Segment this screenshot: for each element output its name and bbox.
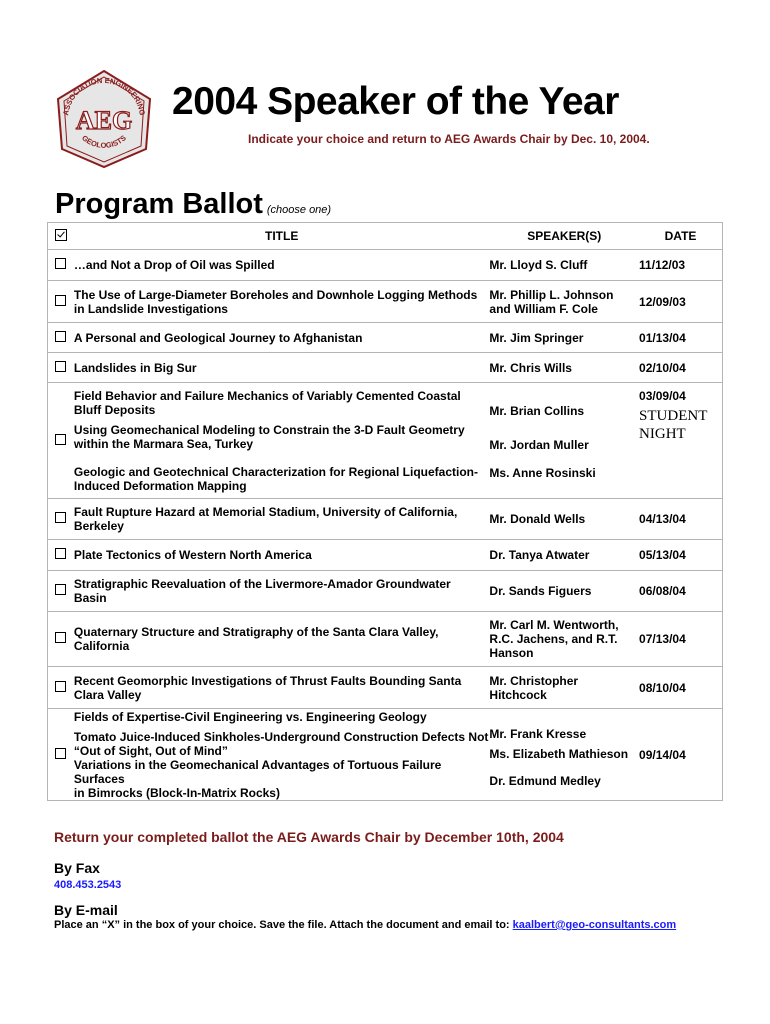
section-note: (choose one) <box>266 204 332 216</box>
checkbox-cell[interactable] <box>48 571 74 612</box>
talk-title-line: Fields of Expertise-Civil Engineering vs. Engineering Geology <box>73 709 427 724</box>
talk-title: …and Not a Drop of Oil was Spilled <box>73 258 275 272</box>
title-cell <box>74 612 489 667</box>
section-heading <box>55 188 331 221</box>
ballot-checkbox[interactable] <box>55 295 66 306</box>
checkbox-cell[interactable] <box>48 383 74 499</box>
ballot-checkbox[interactable] <box>55 361 66 372</box>
talk-date: 11/12/03 <box>639 258 686 272</box>
talk-title: Plate Tectonics of Western North America <box>73 548 312 562</box>
email-heading: By E-mail <box>54 902 118 918</box>
ballot-checkbox[interactable] <box>55 681 66 692</box>
talk-title: A Personal and Geological Journey to Afghanistan <box>73 330 363 345</box>
speaker-name: Mr. Brian Collins <box>489 403 585 418</box>
ballot-checkbox[interactable] <box>55 548 66 559</box>
date-cell <box>639 281 722 323</box>
table-row <box>48 571 723 612</box>
date-cell <box>639 667 722 709</box>
speaker-cell <box>489 383 639 499</box>
talk-date: 06/08/04 <box>639 584 686 598</box>
table-row <box>48 383 723 499</box>
ballot-checkbox[interactable] <box>55 434 66 445</box>
talk-date: 04/13/04 <box>639 512 686 526</box>
date-cell <box>639 540 722 571</box>
speaker-name: Mr. Chris Wills <box>489 360 572 375</box>
title-cell <box>74 281 489 323</box>
table-row <box>48 540 723 571</box>
speaker-name: Mr. Donald Wells <box>489 512 586 526</box>
table-row <box>48 281 723 323</box>
table-row <box>48 709 723 801</box>
ballot-table <box>47 222 723 801</box>
title-cell <box>74 323 489 353</box>
table-row <box>48 499 723 540</box>
aeg-logo <box>54 69 154 169</box>
talk-title-line: Field Behavior and Failure Mechanics of Variably Cemented Coastal <box>73 388 461 403</box>
speaker-name: R.C. Jachens, and R.T. <box>489 632 618 646</box>
email-instructions-text: Place an “X” in the box of your choice. Save the file. Attach the document and email to: <box>54 919 513 931</box>
checkbox-cell[interactable] <box>48 540 74 571</box>
talk-date: 03/09/04 <box>639 389 686 403</box>
page-subtitle: Indicate your choice and return to AEG Awards Chair by Dec. 10, 2004. <box>248 132 650 146</box>
date-cell <box>639 353 722 383</box>
talk-title-line: Berkeley <box>73 519 124 533</box>
speaker-name: and William F. Cole <box>489 301 598 316</box>
header-speakers: SPEAKER(S) <box>489 223 639 250</box>
title-cell <box>74 709 489 801</box>
title-cell <box>74 499 489 540</box>
date-cell <box>639 571 722 612</box>
speaker-name: Dr. Sands Figuers <box>489 584 592 598</box>
speaker-cell <box>489 281 639 323</box>
speaker-cell <box>489 353 639 383</box>
page-title: 2004 Speaker of the Year <box>172 80 619 123</box>
speaker-cell <box>489 571 639 612</box>
talk-title-line: in Landslide Investigations <box>73 301 228 316</box>
checked-box-icon <box>55 229 67 241</box>
date-cell <box>639 499 722 540</box>
title-cell <box>74 353 489 383</box>
speaker-name: Ms. Anne Rosinski <box>489 465 596 480</box>
checkbox-cell[interactable] <box>48 667 74 709</box>
ballot-checkbox[interactable] <box>55 748 66 759</box>
speaker-name: Mr. Frank Kresse <box>489 727 587 741</box>
talk-title-line: Bluff Deposits <box>73 402 156 417</box>
checkbox-cell[interactable] <box>48 353 74 383</box>
checkbox-cell[interactable] <box>48 709 74 801</box>
return-instructions: Return your completed ballot the AEG Awards Chair by December 10th, 2004 <box>54 829 564 845</box>
title-cell <box>74 667 489 709</box>
date-cell <box>639 383 722 499</box>
date-cell <box>639 323 722 353</box>
title-cell <box>74 383 489 499</box>
speaker-name: Dr. Tanya Atwater <box>489 548 590 562</box>
speaker-cell <box>489 612 639 667</box>
talk-title-line: Using Geomechanical Modeling to Constrain the 3-D Fault Geometry <box>73 422 465 437</box>
speaker-name: Mr. Lloyd S. Cluff <box>489 258 588 272</box>
checkbox-cell[interactable] <box>48 281 74 323</box>
student-night-label <box>639 407 722 443</box>
talk-title-line: in Bimrocks (Block-In-Matrix Rocks) <box>73 785 280 800</box>
talk-date: 02/10/04 <box>639 360 686 375</box>
speaker-name: Mr. Carl M. Wentworth, <box>489 618 619 632</box>
talk-title-line: Basin <box>73 591 107 605</box>
speaker-cell <box>489 499 639 540</box>
email-link[interactable]: kaalbert@geo-consultants.com <box>512 919 677 931</box>
fax-number: 408.453.2543 <box>54 879 122 891</box>
header-check-cell <box>48 223 74 250</box>
speaker-name: Mr. Phillip L. Johnson <box>489 287 614 302</box>
talk-title-line: Tomato Juice-Induced Sinkholes-Underground Construction Defects Not <box>73 729 489 744</box>
talk-title-line: Induced Deformation Mapping <box>73 478 247 493</box>
speaker-name: Mr. Jim Springer <box>489 330 584 345</box>
table-header-row <box>48 223 723 250</box>
speaker-cell <box>489 323 639 353</box>
talk-title-line: Geologic and Geotechnical Characterization for Regional Liquefaction- <box>73 464 478 479</box>
talk-title: Landslides in Big Sur <box>73 360 197 375</box>
talk-title-line: California <box>73 639 130 653</box>
logo-ring-top: ASSOCIATION ENGINEERING <box>61 75 147 117</box>
logo-ring-bottom: GEOLOGISTS <box>80 133 128 150</box>
title-cell <box>74 250 489 281</box>
speaker-name: Hitchcock <box>489 687 547 702</box>
speaker-cell <box>489 250 639 281</box>
table-row <box>48 353 723 383</box>
ballot-checkbox[interactable] <box>55 331 66 342</box>
email-instructions <box>54 919 676 931</box>
checkbox-cell[interactable] <box>48 612 74 667</box>
talk-title-line: Stratigraphic Reevaluation of the Livermore-Amador Groundwater <box>73 577 451 591</box>
talk-title-line: Variations in the Geomechanical Advantages of Tortuous Failure Surfaces <box>73 757 442 786</box>
date-cell <box>639 250 722 281</box>
speaker-name: Mr. Christopher <box>489 673 579 688</box>
talk-title-line: The Use of Large-Diameter Boreholes and Downhole Logging Methods <box>73 287 478 302</box>
speaker-cell <box>489 667 639 709</box>
checkbox-cell[interactable] <box>48 323 74 353</box>
ballot-checkbox[interactable] <box>55 512 66 523</box>
logo-monogram: AEG <box>75 106 133 135</box>
talk-date: 01/13/04 <box>639 330 686 345</box>
student-night-line: NIGHT <box>639 426 686 442</box>
checkbox-cell[interactable] <box>48 250 74 281</box>
speaker-name: Mr. Jordan Muller <box>489 437 589 452</box>
talk-title-line: Recent Geomorphic Investigations of Thrust Faults Bounding Santa <box>73 673 462 688</box>
section-title: Program Ballot <box>55 188 263 220</box>
table-row <box>48 250 723 281</box>
ballot-checkbox[interactable] <box>55 258 66 269</box>
talk-date: 09/14/04 <box>639 747 686 762</box>
speaker-name: Dr. Edmund Medley <box>489 774 601 788</box>
talk-title-line: within the Marmara Sea, Turkey <box>73 436 254 451</box>
talk-date: 08/10/04 <box>639 680 686 695</box>
table-row <box>48 612 723 667</box>
fax-heading: By Fax <box>54 860 100 876</box>
ballot-checkbox[interactable] <box>55 632 66 643</box>
table-row <box>48 667 723 709</box>
checkbox-cell[interactable] <box>48 499 74 540</box>
speaker-cell <box>489 709 639 801</box>
talk-title-line: Clara Valley <box>73 687 142 702</box>
speaker-name: Hanson <box>489 646 534 660</box>
ballot-checkbox[interactable] <box>55 584 66 595</box>
talk-title-line: Quaternary Structure and Stratigraphy of the Santa Clara Valley, <box>73 625 439 639</box>
title-cell <box>74 540 489 571</box>
talk-title-line: “Out of Sight, Out of Mind” <box>73 743 228 758</box>
date-cell <box>639 612 722 667</box>
talk-date: 05/13/04 <box>639 548 686 562</box>
talk-title-line: Fault Rupture Hazard at Memorial Stadium, University of California, <box>73 505 458 519</box>
speaker-name: Ms. Elizabeth Mathieson <box>489 747 629 761</box>
student-night-line: STUDENT <box>639 408 708 424</box>
header-date: DATE <box>639 223 722 250</box>
speaker-cell <box>489 540 639 571</box>
table-row <box>48 323 723 353</box>
header-title: TITLE <box>74 223 489 250</box>
talk-date: 12/09/03 <box>639 294 686 309</box>
talk-date: 07/13/04 <box>639 632 686 646</box>
date-cell <box>639 709 722 801</box>
title-cell <box>74 571 489 612</box>
